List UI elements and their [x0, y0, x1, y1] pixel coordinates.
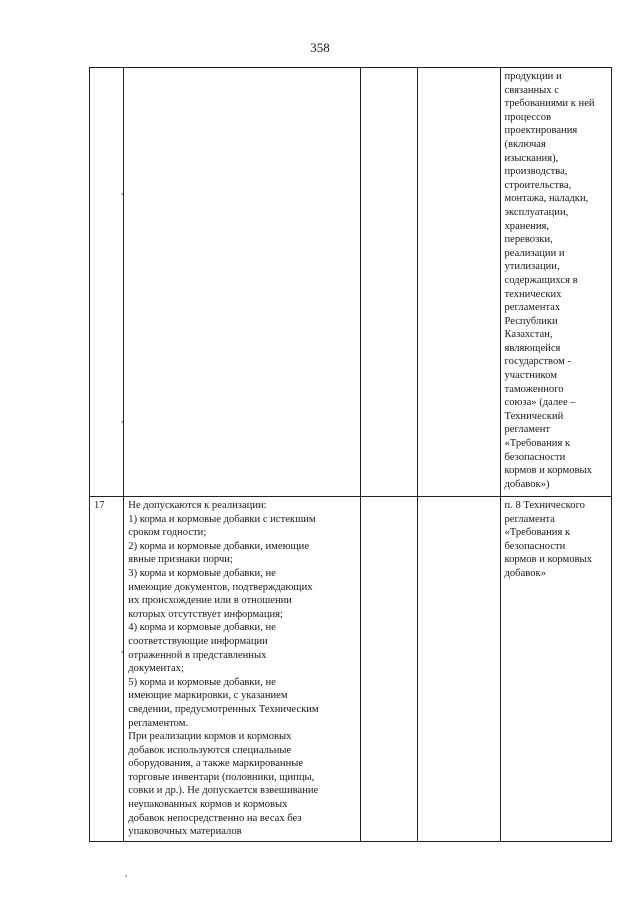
requirements-table [89, 67, 612, 842]
page-number: 358 [310, 40, 330, 55]
empty-cell [361, 68, 418, 497]
reference-cell [500, 68, 612, 497]
text-line: реализации и [504, 247, 565, 259]
text-line: «Требования к [504, 438, 571, 450]
text-line: союза» (далее – [504, 397, 576, 409]
text-line: связанных с [504, 84, 559, 96]
text-line: их происхождение или в отношении [128, 595, 292, 607]
text-line: государством - [504, 356, 571, 368]
text-line: При реализации кормов и кормовых [128, 731, 292, 743]
text-line: эксплуатации, [504, 206, 569, 218]
table-row [90, 497, 612, 842]
text-line: добавок непосредственно на весах без [128, 812, 302, 824]
text-line: кормов и кормовых [504, 554, 592, 566]
scan-mark: , [121, 414, 124, 424]
text-line: явные признаки порчи; [128, 554, 233, 566]
text-line: безопасности [504, 540, 566, 552]
text-line: имеющие документов, подтверждающих [128, 581, 313, 593]
text-line: документах; [128, 663, 184, 675]
text-line: изыскания), [504, 152, 559, 164]
text-line: 3) корма и кормовые добавки, не [128, 567, 276, 579]
text-line: отраженной в представленных [128, 649, 267, 661]
text-line: регламентах [504, 302, 561, 314]
text-line: регламента [504, 513, 555, 525]
text-line: таможенного [504, 383, 564, 395]
row-number-cell: 17 [90, 497, 124, 842]
text-line: участником [504, 370, 557, 382]
text-line: добавок») [504, 478, 550, 490]
text-line: 1) корма и кормовые добавки с истекшим [128, 513, 316, 525]
row-number-cell [90, 68, 124, 497]
text-line: Республики [504, 315, 558, 327]
scan-mark: , [121, 644, 124, 654]
table-row [90, 68, 612, 497]
text-line: регламент [504, 424, 550, 436]
text-line: Технический [504, 410, 564, 422]
text-line: торговые инвентари (половники, щипцы, [128, 771, 315, 783]
text-line: Казахстан, [504, 329, 553, 341]
text-line: строительства, [504, 179, 572, 191]
text-line: 5) корма и кормовые добавки, не [128, 676, 276, 688]
text-line: процессов [504, 111, 552, 123]
empty-cell [361, 497, 418, 842]
empty-cell [417, 497, 500, 842]
text-line: неупакованных кормов и кормовых [128, 799, 288, 811]
text-line: оборудования, а также маркированные [128, 758, 304, 770]
text-line: безопасности [504, 451, 566, 463]
scan-mark: , [121, 186, 124, 196]
text-line: регламентом. [128, 717, 189, 729]
requirement-cell [124, 497, 361, 842]
text-line: сведении, предусмотренных Техническим [128, 703, 319, 715]
text-line: хранения, [504, 220, 550, 232]
text-line: совки и др.). Не допускается взвешивание [128, 785, 319, 797]
requirement-cell [124, 68, 361, 497]
text-line: являющейся [504, 342, 561, 354]
text-line: 4) корма и кормовые добавки, не [128, 622, 276, 634]
text-line: утилизации, [504, 261, 560, 273]
text-line: добавок используются специальные [128, 744, 292, 756]
text-line: соответствующие информации [128, 635, 268, 647]
text-line: сроком годности; [128, 527, 207, 539]
text-line: 2) корма и кормовые добавки, имеющие [128, 540, 310, 552]
text-line: Не допускаются к реализации: [128, 500, 267, 511]
empty-cell [417, 68, 500, 497]
text-line: п. 8 Технического [504, 500, 585, 511]
text-line: добавок» [504, 567, 546, 579]
scan-mark: , [125, 868, 128, 878]
text-line: технических [504, 288, 562, 300]
text-line: монтажа, наладки, [504, 193, 589, 205]
text-line: проектирования [504, 125, 578, 137]
text-line: кормов и кормовых [504, 465, 592, 477]
text-line: требованиями к ней [504, 98, 595, 110]
text-line: (включая [504, 138, 546, 150]
text-line: содержащихся в [504, 274, 578, 286]
text-line: перевозки, [504, 234, 553, 246]
text-line: производства, [504, 166, 568, 178]
text-line: которых отсутствует информация; [128, 608, 283, 620]
reference-cell [500, 497, 612, 842]
text-line: упаковочных материалов [128, 826, 242, 838]
text-line: имеющие маркировки, с указанием [128, 690, 288, 702]
text-line: «Требования к [504, 527, 571, 539]
text-line: продукции и [504, 71, 562, 82]
